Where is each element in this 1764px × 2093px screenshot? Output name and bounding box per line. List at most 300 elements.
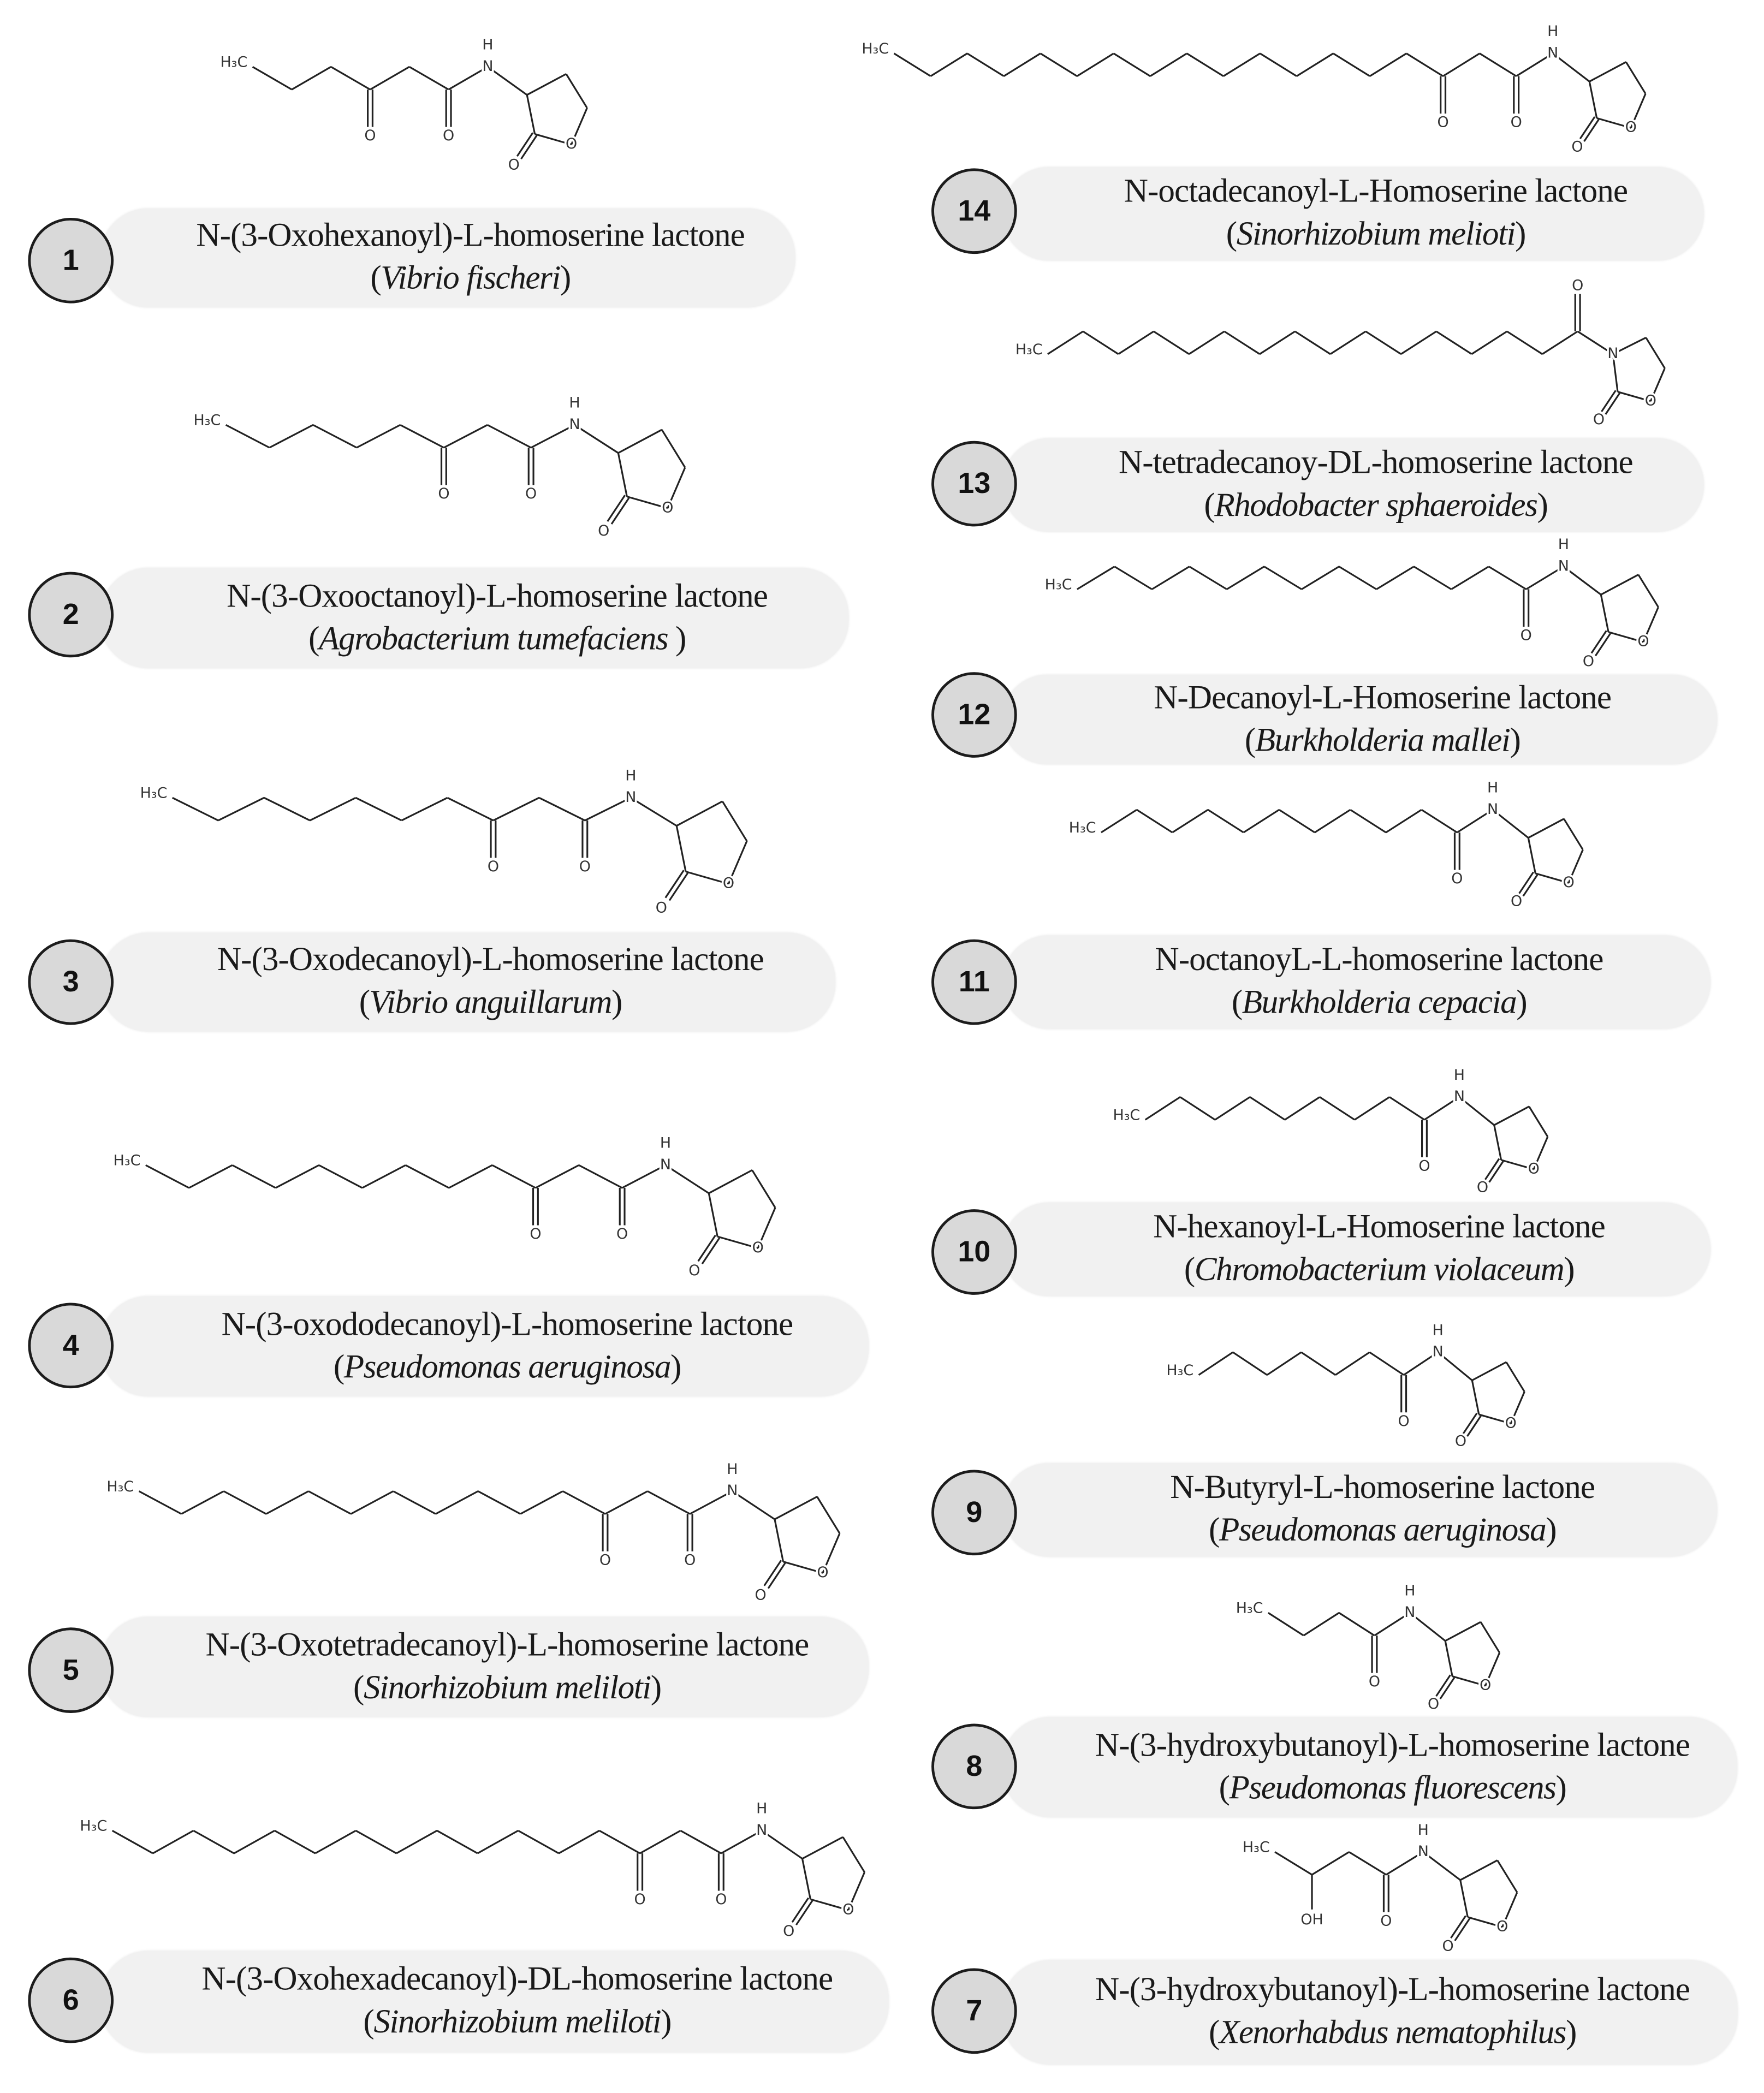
hydroxyl-label: OH [1300, 1911, 1323, 1928]
bond [662, 430, 685, 467]
oxygen-label: O [530, 1226, 542, 1243]
organism-text: Pseudomonas aeruginosa [1219, 1512, 1546, 1549]
hydrogen-label: H [482, 36, 494, 53]
organism-text: Xenorhabdus nematophilus [1219, 2015, 1566, 2052]
oxygen-label: O [715, 1891, 727, 1908]
bond [676, 826, 686, 872]
organism-name [146, 982, 835, 1025]
hydrogen-label: H [660, 1134, 672, 1152]
nitrogen-label: N [1487, 800, 1499, 818]
oxygen-label: O [579, 858, 591, 876]
bond [709, 1170, 752, 1193]
bond [1386, 810, 1421, 833]
compound-label-8 [1002, 1717, 1737, 1817]
bond [563, 1491, 605, 1514]
bond [1365, 331, 1401, 354]
oxygen-label: O [1510, 114, 1522, 131]
bond [1150, 53, 1187, 76]
hydrogen-label: H [1487, 779, 1499, 796]
compound-number-badge: 2 [28, 572, 114, 658]
carbonyl-oxygen-label: O [598, 522, 610, 540]
hydrogen-label: H [1453, 1066, 1465, 1084]
bond [315, 1830, 355, 1853]
carbonyl-oxygen-label: O [1582, 653, 1595, 670]
bond [1489, 567, 1527, 590]
organism-text: Vibrio fischeri [381, 260, 560, 297]
bond [356, 798, 402, 820]
bond [319, 1165, 362, 1188]
bond [1481, 1622, 1500, 1652]
bond [1267, 1352, 1302, 1375]
methyl-label: H₃C [193, 412, 221, 429]
structure-compound-3 [140, 768, 747, 917]
carbonyl-oxygen-label: O [655, 899, 667, 917]
bond [1297, 53, 1333, 76]
bond [1083, 331, 1119, 354]
bond [492, 1165, 536, 1188]
methyl-label: H₃C [1044, 576, 1072, 593]
structure-compound-1 [220, 37, 587, 174]
hydrogen-label: H [1432, 1322, 1444, 1339]
bond [436, 1491, 478, 1514]
nitrogen-label: N [482, 57, 494, 75]
bond [618, 430, 662, 453]
bond [253, 67, 292, 90]
bond [1331, 331, 1366, 354]
oxygen-label: O [487, 858, 500, 876]
ring-oxygen-label: O [1505, 1414, 1517, 1432]
carbonyl-oxygen-label: O [1593, 411, 1605, 428]
organism-name [1048, 214, 1704, 257]
bond [1152, 567, 1190, 590]
bond [1528, 819, 1564, 838]
organism-name [1048, 1250, 1710, 1292]
bond [680, 1830, 721, 1853]
bond [1494, 1125, 1501, 1160]
bond [313, 425, 357, 448]
oxygen-label: O [1572, 277, 1584, 294]
bond [1528, 838, 1535, 873]
compound-label-4 [100, 1296, 869, 1396]
nitrogen-label: N [1453, 1088, 1465, 1105]
bond [1227, 567, 1264, 590]
structure-compound-13 [1015, 277, 1665, 428]
methyl-label: H₃C [1113, 1107, 1141, 1124]
compound-label-11 [1002, 935, 1710, 1028]
bond [234, 1830, 275, 1853]
organism-name [1048, 982, 1710, 1025]
bond [1389, 1097, 1424, 1120]
compound-label-1 [100, 209, 795, 307]
bond [393, 1491, 436, 1514]
organism-text: Sinorhizobium meliloti [373, 2004, 661, 2041]
bond [1320, 1097, 1355, 1120]
methyl-label: H₃C [1166, 1361, 1194, 1379]
bond [444, 425, 488, 448]
structure-compound-8 [1236, 1583, 1500, 1713]
compound-name: N-tetradecanoy-DL-homoserine lactone [1119, 445, 1633, 481]
organism-text: Burkholderia cepacia [1242, 984, 1517, 1021]
bond [437, 1830, 477, 1853]
bond [181, 1491, 224, 1514]
bond [173, 798, 218, 820]
organism-text: Rhodobacter sphaeroides [1214, 487, 1537, 524]
bond [566, 74, 587, 108]
bond [539, 798, 585, 820]
nitrogen-label: N [1432, 1343, 1444, 1360]
bond [518, 1830, 559, 1853]
compound-number-badge: 7 [931, 1968, 1017, 2054]
bond [275, 1830, 315, 1853]
bond [1189, 331, 1225, 354]
carbonyl-oxygen-label: O [1454, 1432, 1467, 1450]
methyl-label: H₃C [106, 1478, 134, 1495]
bond [622, 1165, 666, 1188]
bond [1646, 337, 1665, 368]
organism-name [1048, 1510, 1717, 1553]
nitrogen-label: N [569, 415, 580, 433]
bond [218, 798, 264, 820]
organism-name [146, 258, 795, 300]
carbonyl-oxygen-label: O [1510, 893, 1523, 910]
bond [803, 1859, 811, 1899]
bond [752, 1170, 775, 1208]
bond [1445, 1622, 1481, 1641]
organism-text: Sinorhizobium melioti [1236, 216, 1516, 253]
ring-oxygen-label: O [1496, 1918, 1508, 1935]
bond [406, 1165, 449, 1188]
bond [1172, 810, 1208, 833]
structure-compound-12 [1045, 536, 1659, 670]
bond [1589, 62, 1626, 82]
methyl-label: H₃C [140, 784, 168, 802]
methyl-label: H₃C [80, 1817, 108, 1835]
bond [1370, 53, 1406, 76]
bond [520, 1491, 563, 1514]
bond [292, 67, 331, 90]
bond [527, 74, 566, 94]
bond [931, 53, 967, 76]
bond [396, 1830, 437, 1853]
bond [1145, 1097, 1180, 1120]
bond [1436, 331, 1472, 354]
carbonyl-oxygen-label: O [508, 156, 520, 174]
nitrogen-label: N [1558, 557, 1569, 575]
carbonyl-oxygen-label: O [755, 1586, 767, 1604]
bond [843, 1837, 865, 1872]
bond [1498, 1860, 1517, 1893]
compound-label-5 [100, 1617, 869, 1717]
bond [1279, 810, 1315, 833]
structure-compound-9 [1166, 1322, 1524, 1449]
structure-compound-7 [1243, 1822, 1517, 1955]
structure-compound-14 [862, 23, 1646, 155]
bond [1460, 1880, 1468, 1917]
methyl-label: H₃C [1068, 819, 1096, 837]
bond [1041, 53, 1077, 76]
structure-compound-6 [80, 1800, 864, 1940]
bond [1414, 567, 1452, 590]
ring-oxygen-label: O [722, 875, 735, 892]
bond [276, 1165, 319, 1188]
bond [1004, 53, 1041, 76]
bond [493, 798, 539, 820]
bond [599, 1830, 640, 1853]
organism-name [146, 2002, 889, 2044]
oxygen-label: O [1451, 870, 1463, 888]
bond [1114, 567, 1152, 590]
bond [1199, 1352, 1233, 1375]
compound-name: N-(3-Oxohexanoyl)-L-homoserine lactone [196, 217, 745, 254]
bond [478, 1830, 518, 1853]
bond [1472, 1362, 1506, 1380]
bond [1443, 53, 1480, 76]
bond [224, 1491, 266, 1514]
bond [1423, 1852, 1460, 1880]
compound-label-10 [1002, 1203, 1710, 1296]
bond [1339, 567, 1377, 590]
bond [817, 1497, 840, 1533]
structure-compound-2 [193, 395, 685, 539]
bond [1233, 1352, 1267, 1375]
bond [1589, 81, 1596, 118]
compound-number-badge: 1 [28, 218, 114, 304]
bond [1333, 53, 1370, 76]
bond [449, 1165, 492, 1188]
bond [308, 1491, 351, 1514]
bond [1260, 331, 1295, 354]
bond [531, 425, 575, 448]
bond [1472, 1380, 1479, 1414]
compound-name: N-(3-hydroxybutanoyl)-L-homoserine lactone [1095, 1727, 1690, 1763]
oxygen-label: O [438, 485, 450, 503]
methyl-label: H₃C [1242, 1839, 1270, 1856]
bond [1114, 53, 1150, 76]
oxygen-label: O [684, 1551, 696, 1569]
bond [640, 1830, 680, 1853]
bond [139, 1491, 182, 1514]
organism-name [146, 1667, 869, 1710]
bond [1189, 567, 1227, 590]
carbonyl-oxygen-label: O [1427, 1696, 1440, 1713]
bond [1339, 1613, 1375, 1636]
bond [1264, 567, 1302, 590]
bond [351, 1491, 394, 1514]
bond [690, 1491, 733, 1514]
compound-number-badge: 13 [931, 441, 1017, 527]
nitrogen-label: N [1417, 1843, 1429, 1860]
bond [1564, 819, 1583, 850]
bond [1275, 1852, 1312, 1875]
bond [1180, 1097, 1215, 1120]
compound-label-12 [1002, 675, 1718, 764]
bond [1187, 53, 1223, 76]
bond [1601, 575, 1638, 595]
bond [1260, 53, 1297, 76]
bond [1154, 331, 1189, 354]
compound-label-14 [1002, 167, 1704, 260]
bond [112, 1830, 153, 1853]
bond [310, 798, 356, 820]
ring-oxygen-label: O [565, 135, 578, 153]
compound-label-6 [100, 1951, 889, 2053]
organism-text: Pseudomonas aeruginosa [343, 1348, 671, 1386]
organism-text: Chromobacterium violaceum [1194, 1252, 1564, 1288]
hydrogen-label: H [1404, 1582, 1416, 1600]
bond [1225, 331, 1260, 354]
bond [536, 1165, 579, 1188]
nitrogen-label: N [625, 788, 637, 806]
bond [363, 1165, 406, 1188]
bond [967, 53, 1004, 76]
bond [1626, 62, 1646, 94]
structure-compound-5 [106, 1461, 840, 1603]
bond [1077, 567, 1115, 590]
carbonyl-oxygen-label: O [783, 1923, 795, 1940]
compound-number-badge: 4 [28, 1303, 114, 1389]
bond [478, 1491, 521, 1514]
bond [1376, 567, 1414, 590]
bond [579, 1165, 622, 1188]
hydrogen-label: H [727, 1460, 738, 1478]
bond [1101, 810, 1137, 833]
organism-name [146, 618, 848, 661]
bond [1302, 567, 1339, 590]
nitrogen-label: N [660, 1156, 672, 1173]
organism-text: Agrobacterium tumefaciens [319, 620, 676, 657]
ring-oxygen-label: O [1563, 873, 1575, 891]
carbonyl-oxygen-label: O [1442, 1937, 1454, 1955]
bond [370, 67, 409, 90]
compound-number-badge: 14 [931, 168, 1017, 254]
methyl-label: H₃C [1015, 341, 1043, 358]
methyl-label: H₃C [1236, 1600, 1263, 1617]
bond [618, 453, 627, 497]
ring-oxygen-label: O [1644, 392, 1656, 409]
compound-number-badge: 5 [28, 1627, 114, 1713]
bond [189, 1165, 232, 1188]
ring-oxygen-label: O [1528, 1160, 1540, 1178]
bond [1494, 1107, 1529, 1125]
bond [1244, 810, 1279, 833]
bond [193, 1830, 234, 1853]
compound-number-badge: 3 [28, 940, 114, 1025]
bond [648, 1491, 690, 1514]
ring-oxygen-label: O [1480, 1676, 1492, 1694]
bond [1601, 594, 1608, 632]
bond [1401, 331, 1436, 354]
bond [1451, 567, 1489, 590]
bond [1460, 1860, 1498, 1880]
organism-text: Vibrio anguillarum [369, 984, 611, 1021]
bond [1312, 1852, 1349, 1875]
bond [1208, 810, 1243, 833]
compound-number-badge: 9 [931, 1470, 1017, 1555]
oxygen-label: O [1437, 114, 1449, 131]
bond [357, 425, 400, 448]
methyl-label: H₃C [220, 53, 248, 71]
bond [356, 1830, 396, 1853]
bond [1077, 53, 1114, 76]
bond [1335, 1352, 1370, 1375]
bond [686, 872, 728, 884]
hydrogen-label: H [1547, 23, 1559, 40]
organism-text: Sinorhizobium meliloti [363, 1669, 651, 1706]
bond [1295, 331, 1331, 354]
bond [447, 798, 493, 820]
compound-name: N-(3-hydroxybutanoyl)-L-homoserine lactone [1095, 1972, 1690, 2008]
compound-label-2 [100, 568, 849, 668]
bond [722, 801, 747, 841]
bond [575, 425, 619, 453]
organism-name [1048, 720, 1717, 762]
bond [1370, 1352, 1404, 1375]
bond [775, 1519, 783, 1562]
oxygen-label: O [1380, 1912, 1392, 1930]
compound-name: N-octanoyL-L-homoserine lactone [1155, 942, 1603, 978]
bond [721, 1830, 762, 1853]
nitrogen-label: N [1404, 1603, 1416, 1621]
bond [1349, 1852, 1386, 1875]
hydrogen-label: H [625, 767, 637, 784]
structure-compound-4 [114, 1135, 775, 1279]
compound-label-13 [1002, 438, 1704, 532]
bond [488, 425, 531, 448]
bond [775, 1497, 817, 1519]
bond [409, 67, 449, 90]
nitrogen-label: N [756, 1821, 768, 1839]
bond [585, 798, 631, 820]
oxygen-label: O [443, 127, 455, 145]
compound-number-badge: 6 [28, 1958, 114, 2043]
compound-name: N-(3-Oxodecanoyl)-L-homoserine lactone [217, 942, 764, 978]
ring-oxygen-label: O [1625, 118, 1637, 136]
bond [1529, 1107, 1548, 1137]
compound-label-7 [1002, 1960, 1737, 2065]
bond [676, 801, 722, 826]
bond [488, 67, 527, 94]
compound-name: N-hexanoyl-L-Homoserine lactone [1153, 1209, 1605, 1246]
bond [232, 1165, 275, 1188]
bond [153, 1830, 193, 1853]
bond [709, 1193, 717, 1236]
bond [1301, 1352, 1335, 1375]
ring-oxygen-label: O [662, 499, 674, 516]
compound-label-9 [1002, 1463, 1718, 1556]
hydrogen-label: H [1417, 1821, 1429, 1839]
compound-number-badge: 11 [931, 940, 1017, 1025]
hydrogen-label: H [756, 1800, 768, 1817]
oxygen-label: O [1368, 1673, 1381, 1691]
carbonyl-oxygen-label: O [688, 1262, 700, 1280]
oxygen-label: O [1398, 1412, 1410, 1430]
oxygen-label: O [599, 1551, 611, 1569]
compound-name: N-(3-Oxooctanoyl)-L-homoserine lactone [227, 578, 768, 614]
bond [1422, 810, 1457, 833]
organism-name [1048, 485, 1704, 528]
ring-oxygen-label: O [817, 1563, 829, 1581]
bond [803, 1837, 843, 1859]
compound-name: N-octadecanoyl-L-Homoserine lactone [1124, 174, 1628, 210]
bond [402, 798, 448, 820]
nitrogen-label: N [1547, 44, 1559, 62]
bond [1315, 810, 1350, 833]
bond [1564, 567, 1601, 594]
bond [1350, 810, 1386, 833]
bond [146, 1165, 189, 1188]
bond [732, 1491, 775, 1519]
structure-compound-10 [1113, 1067, 1548, 1196]
